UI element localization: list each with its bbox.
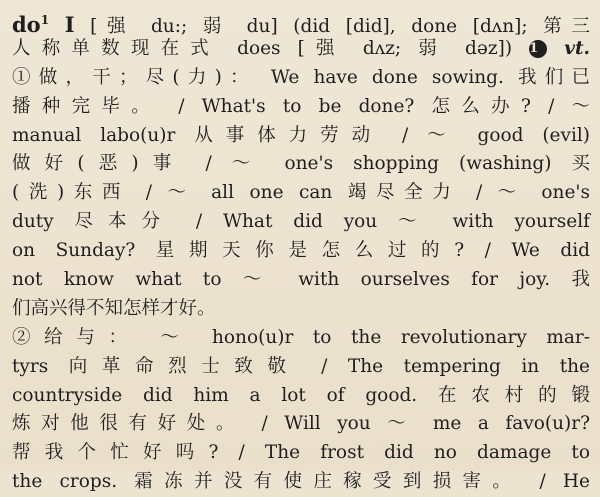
entry-line-8: duty 尽本分 / What did you ～ with yourself bbox=[12, 211, 590, 233]
entry-line-6: 做好(恶)事 / ～ one's shopping (washing) 买 bbox=[12, 153, 590, 175]
entry-line-11: 们高兴得不知怎样才好。 bbox=[12, 297, 216, 319]
entry-line-12: ②给与： ～ hono(u)r to the revolutionary mar- bbox=[12, 326, 590, 348]
pronunciation-and-forms: [强 du:; 弱 du] (did [did], done [dʌn]; 第三 bbox=[90, 16, 590, 37]
entry-line-13: tyrs 向革命烈士致敬 / The tempering in the bbox=[12, 355, 590, 377]
entry-line-16: 帮我个忙好吗? / The frost did no damage to bbox=[12, 442, 590, 464]
entry-line-2 bbox=[12, 35, 590, 64]
entry-line-7: (洗)东西 / ～ all one can 竭尽全力 / ～ one's bbox=[12, 182, 590, 204]
pos-label: vt. bbox=[564, 37, 590, 59]
third-person-forms: 人称单数现在式 does [强 dʌz; 弱 dəz]) bbox=[12, 37, 513, 59]
sense-number: I bbox=[64, 12, 75, 37]
headword: $do^1$ bbox=[12, 12, 50, 37]
entry-line-1 bbox=[12, 6, 590, 35]
entry-line-5: manual labo(u)r 从事体力劳动 / ～ good (evil) bbox=[12, 124, 590, 146]
entry-line-10: not know what to ～ with ourselves for joy. 我 bbox=[12, 269, 590, 291]
entry-line-9: on Sunday? 星期天你是怎么过的? / We did bbox=[12, 240, 590, 262]
entry-line-14: countryside did him a lot of good. 在农村的锻 bbox=[12, 384, 590, 406]
entry-line-3: ①做，干；尽(力)： We have done sowing. 我们已 bbox=[12, 66, 590, 88]
entry-line-17: the crops. 霜冻并没有使庄稼受到损害。 / He bbox=[12, 471, 590, 493]
entry-line-15: 炼对他很有好处。 / Will you ～ me a favo(u)r? bbox=[12, 413, 590, 435]
entry-line-4: 播种完毕。 / What's to be done? 怎么办? / ～ bbox=[12, 95, 590, 117]
pos-marker: 1 bbox=[529, 40, 547, 58]
